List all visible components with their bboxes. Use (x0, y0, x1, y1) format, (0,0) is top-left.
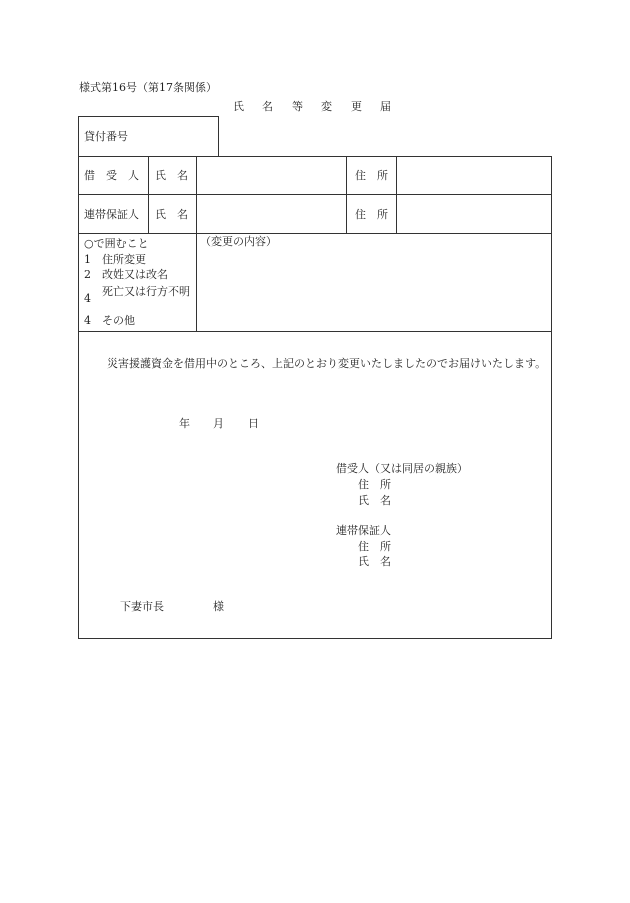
addressee-honorific: 様 (213, 600, 224, 613)
change-option-label: 住所変更 (102, 253, 146, 266)
statement-text: 災害援護資金を借用中のところ、上記のとおり変更いたしましたのでお届けいたします。 (107, 357, 547, 370)
row-divider (78, 194, 552, 195)
guarantor-name-field[interactable] (198, 196, 344, 231)
guarantor-name-label: 氏 名 (155, 208, 188, 221)
borrower-role-label: 借 受 人 (84, 169, 139, 182)
signature-guarantor-heading: 連帯保証人 (336, 524, 391, 537)
guarantor-address-field[interactable] (398, 196, 550, 231)
borrower-name-field[interactable] (198, 158, 344, 192)
title-char: 変 (321, 100, 332, 113)
col-divider (196, 156, 197, 332)
title-char: 更 (351, 100, 362, 113)
form-number: 様式第16号（第17条関係） (79, 81, 217, 94)
col-divider (396, 156, 397, 234)
signature-guarantor-address: 住 所 (358, 540, 391, 553)
col-divider (346, 156, 347, 234)
change-options-header: ○で囲むこと (84, 237, 149, 250)
change-option-label: 死亡又は行方不明 (102, 285, 190, 298)
row-divider (78, 331, 552, 332)
title-char: 氏 (233, 100, 244, 113)
col-divider (148, 156, 149, 234)
change-content-label: （変更の内容） (200, 235, 277, 248)
guarantor-role-label: 連帯保証人 (84, 208, 139, 221)
title-char: 名 (262, 100, 273, 113)
guarantor-address-label: 住 所 (355, 208, 388, 221)
signature-guarantor-name: 氏 名 (358, 555, 391, 568)
signature-borrower-heading: 借受人（又は同居の親族） (336, 462, 468, 475)
borrower-name-label: 氏 名 (155, 169, 188, 182)
row-divider (78, 233, 552, 234)
date-day: 日 (248, 417, 259, 430)
change-content-field[interactable] (198, 250, 550, 330)
change-option-label: その他 (102, 314, 135, 327)
signature-borrower-name: 氏 名 (358, 494, 391, 507)
change-option-label: 改姓又は改名 (102, 268, 168, 281)
loan-number-label: 貸付番号 (84, 130, 128, 143)
title-char: 届 (380, 100, 391, 113)
change-option-number: 1 (84, 253, 91, 266)
change-option-number: 4 (84, 292, 91, 305)
change-option-number: 2 (84, 268, 91, 281)
date-month: 月 (213, 417, 224, 430)
borrower-address-label: 住 所 (355, 169, 388, 182)
change-option-number: 4 (84, 314, 91, 327)
title-char: 等 (292, 100, 303, 113)
addressee-mayor: 下妻市長 (120, 600, 164, 613)
borrower-address-field[interactable] (398, 158, 550, 192)
date-year: 年 (179, 417, 190, 430)
signature-borrower-address: 住 所 (358, 478, 391, 491)
